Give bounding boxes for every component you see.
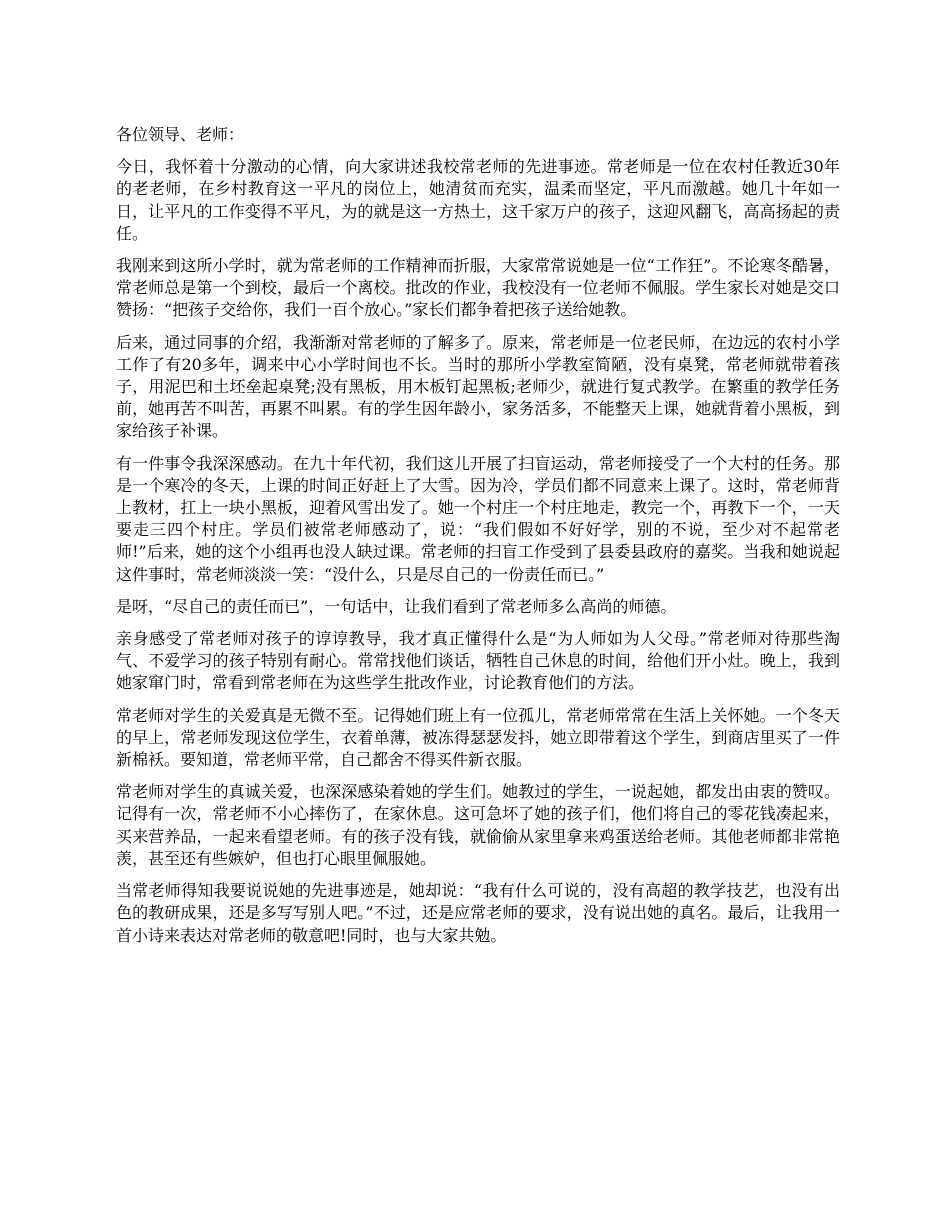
paragraph-8: 常老师对学生的真诚关爱，也深深感染着她的学生们。她教过的学生，一说起她，都发出由衷的赞叹。记得有一次，常老师不小心摔伤了，在家休息。这可急坏了她的孩子们，他们将自己的零花钱凑起来，买来营养品，一起来看望老师。有的孩子没有钱，就偷偷从家里拿来鸡蛋送给老师。其他老师都非常艳羡，甚至还有些嫉妒，但也打心眼里佩服她。 (116, 782, 840, 868)
paragraph-5: 是呀，“尽自己的责任而已”，一句话中，让我们看到了常老师多么高尚的师德。 (116, 596, 677, 616)
paragraph-1: 今日，我怀着十分激动的心情，向大家讲述我校常老师的先进事迹。常老师是一位在农村任教近30年的老老师，在乡村教育这一平凡的岗位上，她清贫而充实，温柔而坚定，平凡而激越。她几十年如一日，让平凡的工作变得不平凡，为的就是这一方热土，这千家万户的孩子，这迎风翻飞，高高扬起的责任。 (116, 157, 840, 243)
greeting: 各位领导、老师： (116, 125, 245, 144)
paragraph-9: 当常老师得知我要说说她的先进事迹是，她却说：“我有什么可说的，没有高超的教学技艺，也没有出色的教研成果，还是多写写别人吧。”不过，还是应常老师的要求，没有说出她的真名。最后，让我用一首小诗来表达对常老师的敬意吧!同时，也与大家共勉。 (116, 881, 840, 945)
paragraph-4: 有一件事令我深深感动。在九十年代初，我们这儿开展了扫盲运动，常老师接受了一个大村的任务。那是一个寒冷的冬天，上课的时间正好赶上了大雪。因为冷，学员们都不同意来上课了。这时，常老师背上教材，扛上一块小黑板，迎着风雪出发了。她一个村庄一个村庄地走，教完一个，再教下一个，一天要走三四个村庄。学员们被常老师感动了，说：“我们假如不好好学，别的不说，至少对不起常老师!”后来，她的这个小组再也没人缺过课。常老师的扫盲工作受到了县委县政府的嘉奖。当我和她说起这件事时，常老师淡淡一笑：“没什么，只是尽自己的一份责任而已。” (116, 453, 840, 584)
paragraph-3: 后来，通过同事的介绍，我渐渐对常老师的了解多了。原来，常老师是一位老民师，在边远的农村小学工作了有20多年，调来中心小学时间也不长。当时的那所小学教室简陋，没有桌凳，常老师就带着孩子，用泥巴和土坯垒起桌凳;没有黑板，用木板钉起黑板;老师少，就进行复式教学。在繁重的教学任务前，她再苦不叫苦，再累不叫累。有的学生因年龄小，家务活多，不能整天上课，她就背着小黑板，到家给孩子补课。 (116, 332, 840, 441)
paragraph-6: 亲身感受了常老师对孩子的谆谆教导，我才真正懂得什么是“为人师如为人父母。”常老师对待那些淘气、不爱学习的孩子特别有耐心。常常找他们谈话，牺牲自己休息的时间，给他们开小灶。晚上，我到她家窜门时，常看到常老师在为这些学生批改作业，讨论教育他们的方法。 (116, 629, 840, 693)
paragraph-7: 常老师对学生的关爱真是无微不至。记得她们班上有一位孤儿，常老师常常在生活上关怀她。一个冬天的早上，常老师发现这位学生，衣着单薄，被冻得瑟瑟发抖，她立即带着这个学生，到商店里买了一件新棉袄。要知道，常老师平常，自己都舍不得买件新衣服。 (116, 705, 840, 770)
document-page (116, 124, 840, 957)
paragraph-2: 我刚来到这所小学时，就为常老师的工作精神而折服，大家常常说她是一位“工作狂”。不论寒冬酷暑，常老师总是第一个到校，最后一个离校。批改的作业，我校没有一位老师不佩服。学生家长对她是交口赞扬：“把孩子交给你，我们一百个放心。”家长们都争着把孩子送给她教。 (116, 256, 840, 320)
